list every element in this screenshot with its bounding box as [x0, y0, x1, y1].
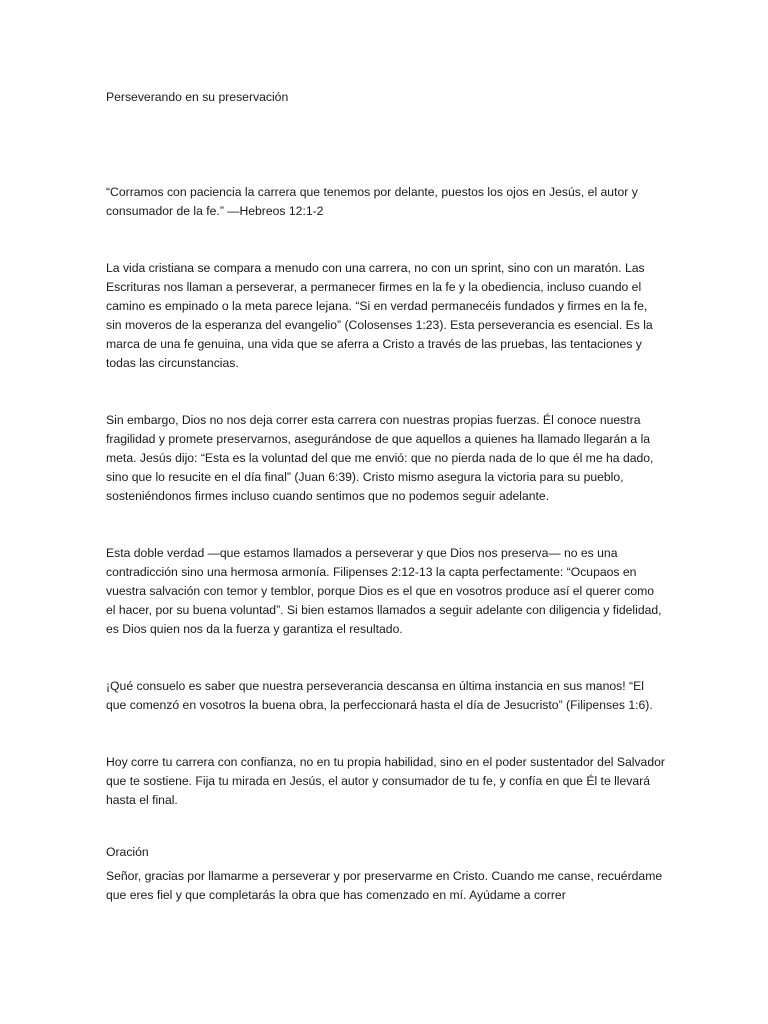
paragraph-today: Hoy corre tu carrera con confianza, no en tu propia habilidad, sino en el poder sustentador del Salvador que te sostiene. Fija tu mirada en Jesús, el autor y consumador de tu fe, y confía en que Él te llevará hasta el final. [106, 755, 665, 807]
prayer-heading: Oración [106, 845, 149, 859]
document-title: Perseverando en su preservación [106, 90, 289, 104]
paragraph-comfort: ¡Qué consuelo es saber que nuestra perseverancia descansa en última instancia en sus manos! “El que comenzó en vosotros la buena obra, la perfeccionará hasta el día de Jesucristo” (Filipenses 1:6). [106, 679, 653, 712]
paragraph-preservation: Sin embargo, Dios no nos deja correr esta carrera con nuestras propias fuerzas. Él conoce nuestra fragilidad y promete preservarnos, asegurándose de que aquellos a quienes ha llamado llegarán a la meta. Jesús dijo: “Esta es la voluntad del que me envió: que no pierda nada de lo que él me ha dado, sino que lo resucite en el día final” (Juan 6:39). Cristo mismo asegura la victoria para su pueblo, sosteniéndonos firmes incluso cuando sentimos que no podemos seguir adelante. [106, 413, 654, 503]
paragraph-harmony: Esta doble verdad —que estamos llamados a perseverar y que Dios nos preserva— no es una contradicción sino una hermosa armonía. Filipenses 2:12-13 la capta perfectamente: “Ocupaos en vuestra salvación con temor y temblor, porque Dios es el que en vosotros produce así el querer como el hacer, por su buena voluntad”. Si bien estamos llamados a seguir adelante con diligencia y fidelidad, es Dios quien nos da la fuerza y garantiza el resultado. [106, 546, 662, 636]
prayer-text: Señor, gracias por llamarme a perseverar y por preservarme en Cristo. Cuando me canse, recuérdame que eres fiel y que completarás la obra que has comenzado en mí. Ayúdame a correr [106, 869, 663, 902]
epigraph-quote: “Corramos con paciencia la carrera que tenemos por delante, puestos los ojos en Jesús, el autor y consumador de la fe.” —Hebreos 12:1-2 [106, 185, 638, 218]
document-page [106, 88, 666, 905]
paragraph-race: La vida cristiana se compara a menudo con una carrera, no con un sprint, sino con un maratón. Las Escrituras nos llaman a perseverar, a permanecer firmes en la fe y la obediencia, incluso cuando el camino es empinado o la meta parece lejana. “Si en verdad permanecéis fundados y firmes en la fe, sin moveros de la esperanza del evangelio” (Colosenses 1:23). Esta perseverancia es esencial. Es la marca de una fe genuina, una vida que se aferra a Cristo a través de las pruebas, las tentaciones y todas las circunstancias. [106, 261, 653, 370]
